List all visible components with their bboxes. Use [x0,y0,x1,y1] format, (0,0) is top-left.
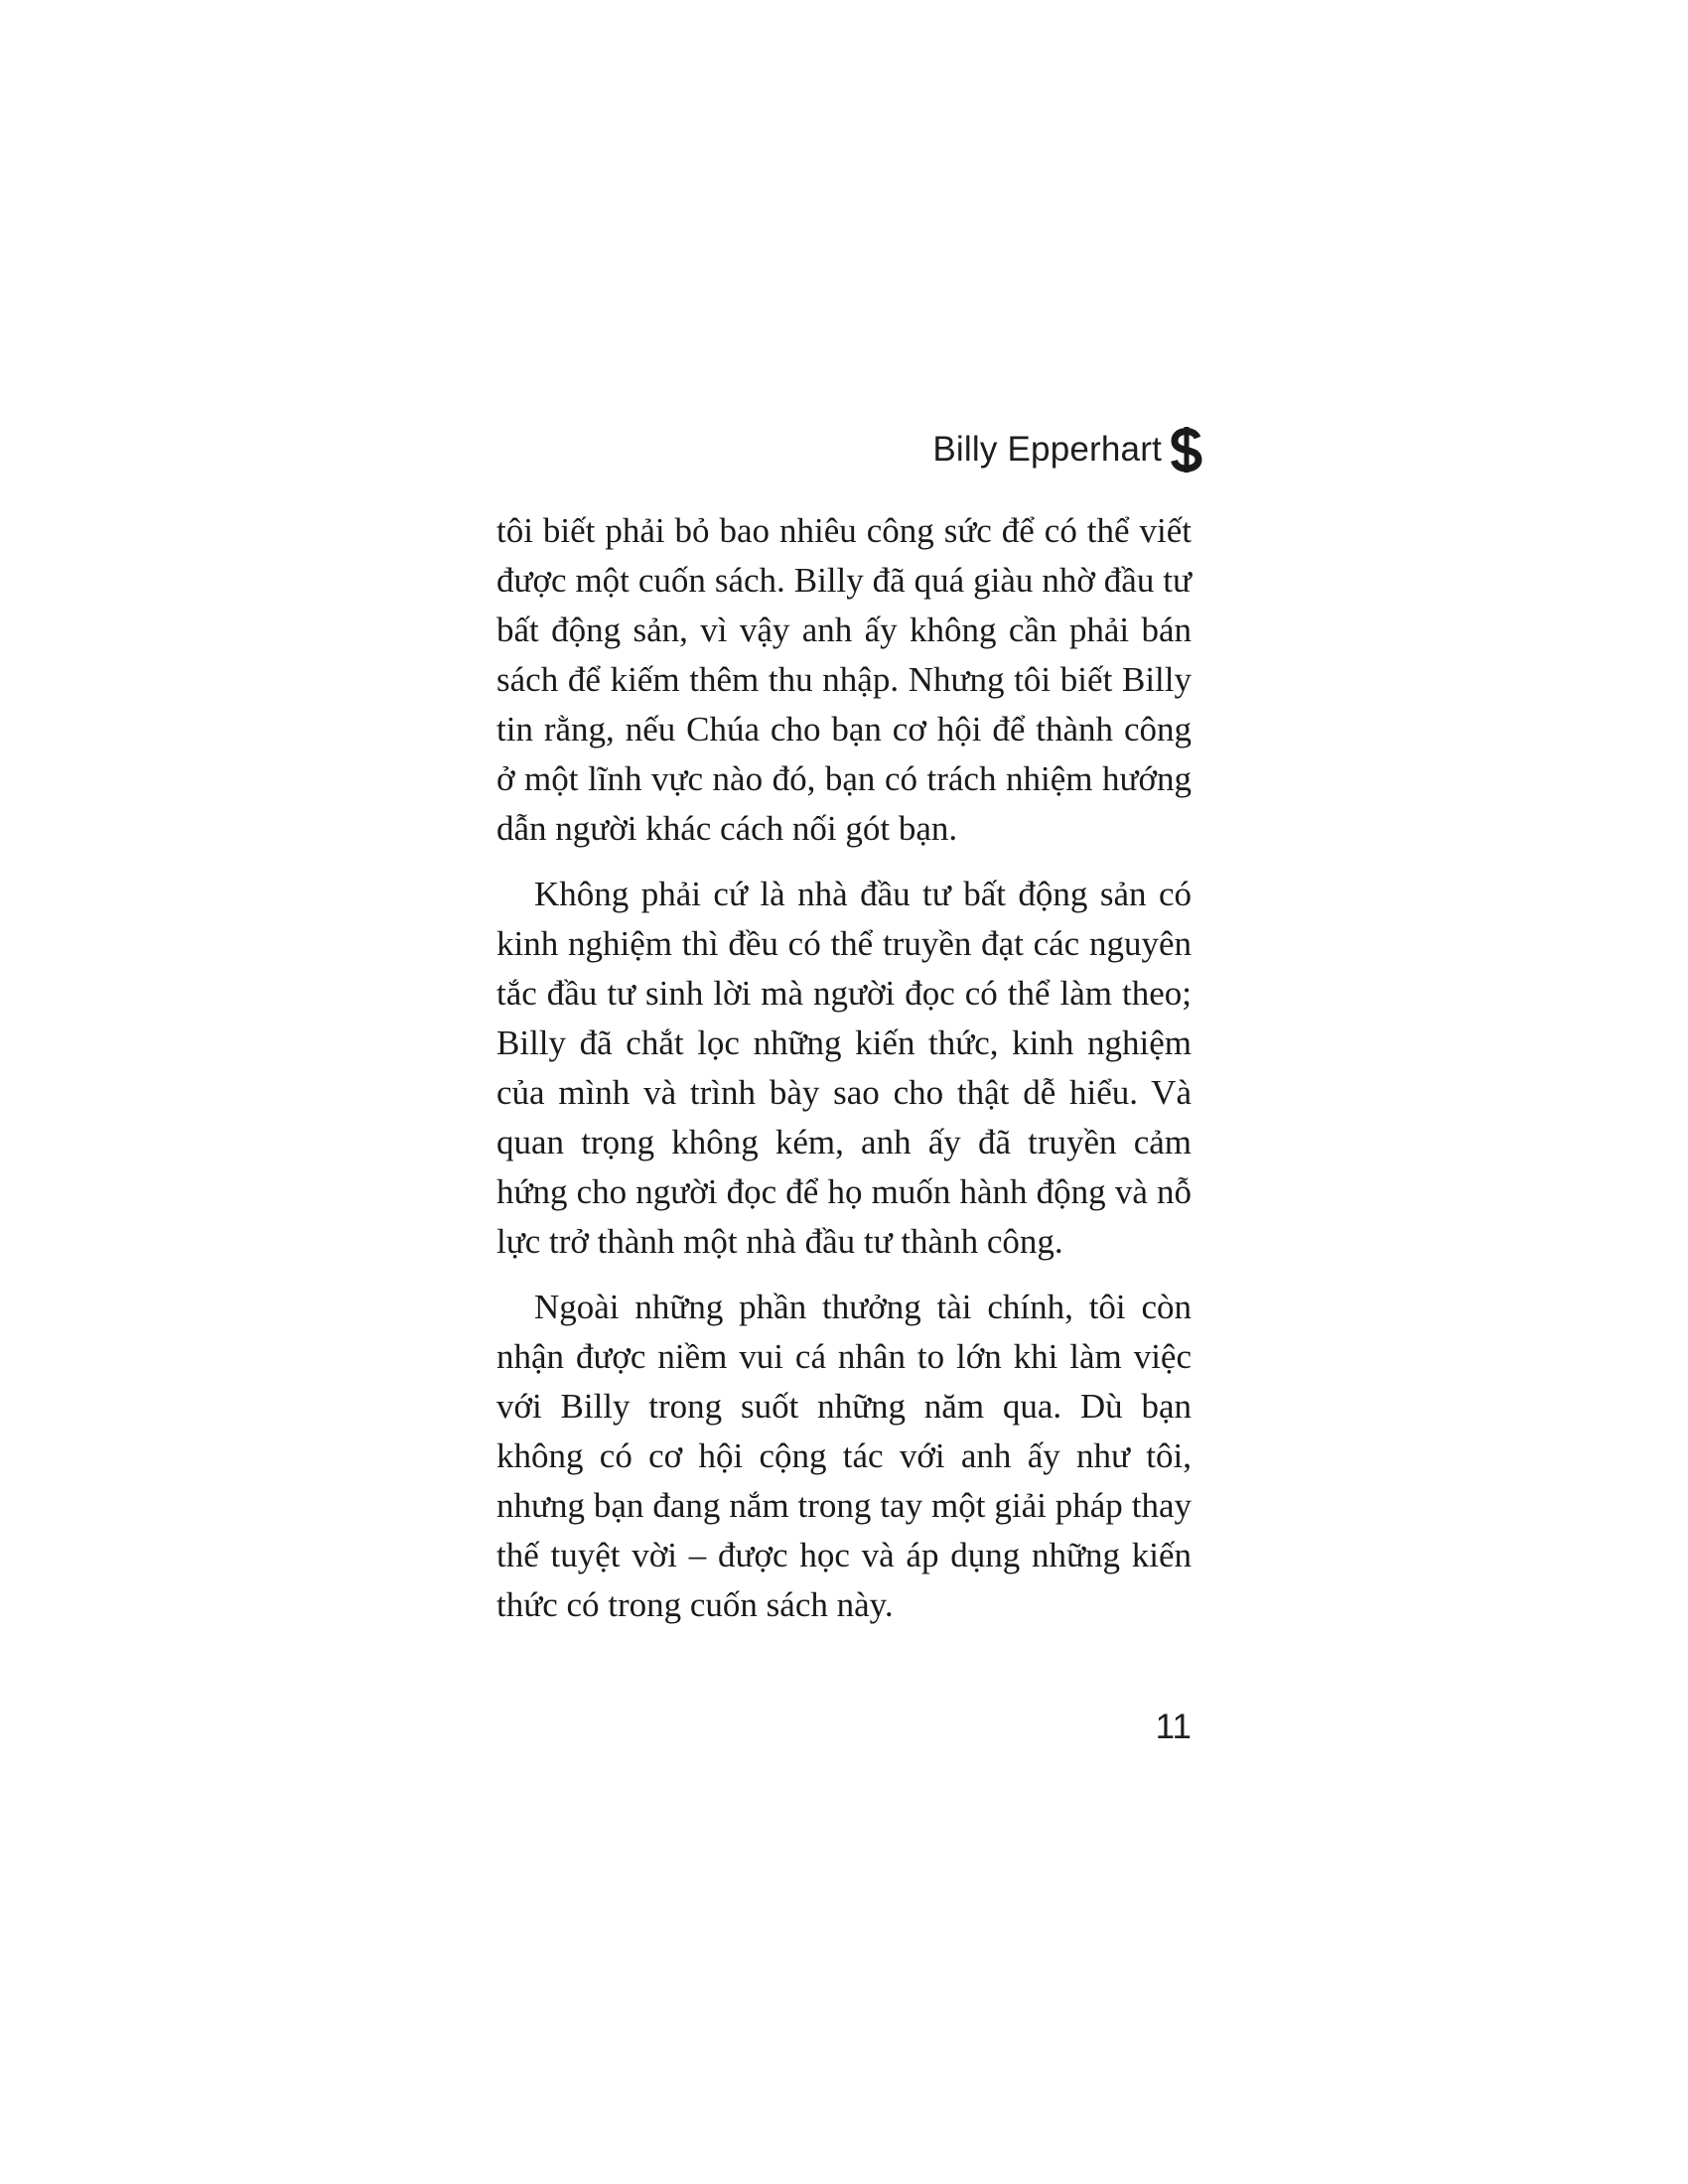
paragraph-1: tôi biết phải bỏ bao nhiêu công sức để có thể viết được một cuốn sách. Billy đã quá giàu nhờ đầu tư bất động sản, vì vậy anh ấy không cần phải bán sách để kiếm thêm thu nhập. Nhưng tôi biết Billy tin rằng, nếu Chúa cho bạn cơ hội để thành công ở một lĩnh vực nào đó, bạn có trách nhiệm hướng dẫn người khác cách nối gót bạn. [496,511,1192,848]
dollar-sign-icon [1170,427,1203,473]
running-title: Billy Epperhart [932,430,1162,469]
page-number: 11 [1155,1707,1192,1746]
paragraph-2: Không phải cứ là nhà đầu tư bất động sản có kinh nghiệm thì đều có thể truyền đạt các nguyên tắc đầu tư sinh lời mà người đọc có thể làm theo; Billy đã chắt lọc những kiến thức, kinh nghiệm của mình và trình bày sao cho thật dễ hiểu. Và quan trọng không kém, anh ấy đã truyền cảm hứng cho người đọc để họ muốn hành động và nỗ lực trở thành một nhà đầu tư thành công. [496,875,1192,1261]
running-header [932,425,1203,475]
body-text [496,506,1192,1646]
paragraph-3: Ngoài những phần thưởng tài chính, tôi còn nhận được niềm vui cá nhân to lớn khi làm việc với Billy trong suốt những năm qua. Dù bạn không có cơ hội cộng tác với anh ấy như tôi, nhưng bạn đang nắm trong tay một giải pháp thay thế tuyệt vời – được học và áp dụng những kiến thức có trong cuốn sách này. [496,1288,1192,1624]
